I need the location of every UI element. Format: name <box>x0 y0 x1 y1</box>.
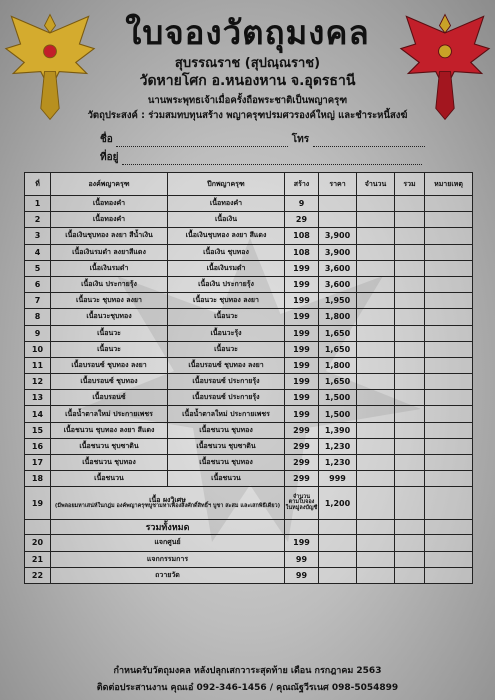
note-cell[interactable] <box>425 341 473 357</box>
table-row: 22 ถวายวัด 99 <box>25 567 473 583</box>
note-cell[interactable] <box>425 455 473 471</box>
qty-cell[interactable] <box>357 293 395 309</box>
qty-cell[interactable] <box>357 228 395 244</box>
sum-cell[interactable] <box>395 551 425 567</box>
sum-cell[interactable] <box>395 196 425 212</box>
sum-cell[interactable] <box>395 535 425 551</box>
qty-cell[interactable] <box>357 535 395 551</box>
sum-cell[interactable] <box>395 260 425 276</box>
qty-cell[interactable] <box>357 422 395 438</box>
sum-cell[interactable] <box>395 390 425 406</box>
table-row: 16 เนื้อชนวน ชุบซาติน เนื้อชนวน ชุบซาติน 299 1,230 <box>25 438 473 454</box>
table-row: 12 เนื้อบรอนซ์ ชุบทอง เนื้อบรอนซ์ ประกายรุ้ง 199 1,650 <box>25 374 473 390</box>
note-cell[interactable] <box>425 357 473 373</box>
qty-cell[interactable] <box>357 244 395 260</box>
table-row: 18 เนื้อชนวน เนื้อชนวน 299 999 <box>25 471 473 487</box>
col-build-header: สร้าง <box>285 173 319 196</box>
qty-cell[interactable] <box>357 260 395 276</box>
address-field[interactable] <box>122 164 422 165</box>
reservation-table <box>24 172 473 584</box>
note-cell[interactable] <box>425 196 473 212</box>
name-field[interactable] <box>116 146 288 147</box>
sum-cell[interactable] <box>395 567 425 583</box>
table-row: 4 เนื้อเงินรมดำ ลงยาสีแดง เนื้อเงิน ชุบทอง 108 3,900 <box>25 244 473 260</box>
subject-line: นานพระพุทธเจ้าเมื่อครั้งถือพระชาติเป็นพญาครุฑ <box>147 95 348 106</box>
col-wing-header: ปีกพญาครุฑ <box>168 173 285 196</box>
table-row: 2 เนื้อทองคำ เนื้อเงิน 29 <box>25 212 473 228</box>
qty-cell[interactable] <box>357 357 395 373</box>
sum-cell[interactable] <box>395 471 425 487</box>
sum-cell[interactable] <box>395 341 425 357</box>
sum-cell[interactable] <box>395 487 425 520</box>
note-cell[interactable] <box>425 567 473 583</box>
note-cell[interactable] <box>425 244 473 260</box>
note-cell[interactable] <box>425 390 473 406</box>
table-row: 9 เนื้อนวะ เนื้อนวะรุ้ง 199 1,650 <box>25 325 473 341</box>
total-qty-cell[interactable] <box>357 520 395 535</box>
table-row: 11 เนื้อบรอนซ์ ชุบทอง ลงยา เนื้อบรอนซ์ ชุบทอง ลงยา 199 1,800 <box>25 357 473 373</box>
note-cell[interactable] <box>425 260 473 276</box>
qty-cell[interactable] <box>357 406 395 422</box>
row19-build-note: จำนวน ตามใบจอง ในหมู่ลงบัญชี <box>285 487 319 520</box>
col-no-header: ที่ <box>25 173 51 196</box>
sum-cell[interactable] <box>395 325 425 341</box>
phone-label: โทร <box>291 134 310 145</box>
qty-cell[interactable] <box>357 276 395 292</box>
col-sum-header: รวม <box>395 173 425 196</box>
qty-cell[interactable] <box>357 374 395 390</box>
sum-cell[interactable] <box>395 228 425 244</box>
note-cell[interactable] <box>425 471 473 487</box>
qty-cell[interactable] <box>357 309 395 325</box>
col-note-header: หมายเหตุ <box>425 173 473 196</box>
total-sum-cell[interactable] <box>395 520 425 535</box>
sum-cell[interactable] <box>395 422 425 438</box>
note-cell[interactable] <box>425 293 473 309</box>
table-row: 10 เนื้อนวะ เนื้อนวะ 199 1,650 <box>25 341 473 357</box>
note-cell[interactable] <box>425 374 473 390</box>
qty-cell[interactable] <box>357 196 395 212</box>
col-price-header: ราคา <box>319 173 357 196</box>
qty-cell[interactable] <box>357 551 395 567</box>
contact-line: ติดต่อประสานงาน คุณเอ๋ 092-346-1456 / คุณณัฐวีรเนศ 098-5054899 <box>96 683 399 693</box>
table-row: 20 แจกศูนย์ 199 <box>25 535 473 551</box>
note-cell[interactable] <box>425 212 473 228</box>
table-row: 13 เนื้อบรอนซ์ เนื้อบรอนซ์ ประกายรุ้ง 199 1,500 <box>25 390 473 406</box>
note-cell[interactable] <box>425 406 473 422</box>
table-row: 7 เนื้อนวะ ชุบทอง ลงยา เนื้อนวะ ชุบทอง ลงยา 199 1,950 <box>25 293 473 309</box>
col-body-header: องค์พญาครุฑ <box>51 173 168 196</box>
sum-cell[interactable] <box>395 406 425 422</box>
qty-cell[interactable] <box>357 471 395 487</box>
sum-cell[interactable] <box>395 309 425 325</box>
table-row: 17 เนื้อชนวน ชุบทอง เนื้อชนวน ชุบทอง 299 1,230 <box>25 455 473 471</box>
pickup-note: กำหนดรับวัตถุมงคล หลังปลุกเสกวาระสุดท้าย เดือน กรกฎาคม 2563 <box>113 666 382 676</box>
note-cell[interactable] <box>425 487 473 520</box>
qty-cell[interactable] <box>357 390 395 406</box>
note-cell[interactable] <box>425 309 473 325</box>
table-row: 15 เนื้อชนวน ชุบทอง ลงยา สีแดง เนื้อชนวน ชุบทอง 299 1,390 <box>25 422 473 438</box>
page-subtitle: สุบรรณราช (สุปณฺณราช) <box>174 56 321 71</box>
note-cell[interactable] <box>425 438 473 454</box>
sum-cell[interactable] <box>395 438 425 454</box>
sum-cell[interactable] <box>395 293 425 309</box>
row19-description: เนื้อ ผงวิเศษ (มีพลอยมหาเสน่ห์ในกฎ่ม องค์พญาครุฑบูชามหาเฟื่องสิ่งศักดิ์สิทธิ์ฯ บูชา สะสม และเสกพิธีเดียว) <box>51 487 285 520</box>
qty-cell[interactable] <box>357 438 395 454</box>
address-label: ที่อยู่ <box>100 152 119 163</box>
sum-cell[interactable] <box>395 244 425 260</box>
sum-cell[interactable] <box>395 455 425 471</box>
note-cell[interactable] <box>425 422 473 438</box>
qty-cell[interactable] <box>357 341 395 357</box>
table-row-19: 19 เนื้อ ผงวิเศษ (มีพลอยมหาเสน่ห์ในกฎ่ม องค์พญาครุฑบูชามหาเฟื่องสิ่งศักดิ์สิทธิ์ฯ บูชา สะสม และเสกพิธีเดียว) จำนวน ตามใบจอง ในหมู่ลงบัญชี 1,200 <box>25 487 473 520</box>
sum-cell[interactable] <box>395 276 425 292</box>
name-label: ชื่อ <box>100 134 113 145</box>
sum-cell[interactable] <box>395 374 425 390</box>
sum-cell[interactable] <box>395 212 425 228</box>
note-cell[interactable] <box>425 551 473 567</box>
table-row: 5 เนื้อเงินรมดำ เนื้อเงินรมดำ 199 3,600 <box>25 260 473 276</box>
note-cell[interactable] <box>425 228 473 244</box>
qty-cell[interactable] <box>357 567 395 583</box>
qty-cell[interactable] <box>357 455 395 471</box>
note-cell[interactable] <box>425 325 473 341</box>
table-row: 8 เนื้อนวะชุบทอง เนื้อนวะ 199 1,800 <box>25 309 473 325</box>
table-row: 6 เนื้อเงิน ประกายรุ้ง เนื้อเงิน ประกายรุ้ง 199 3,600 <box>25 276 473 292</box>
qty-cell[interactable] <box>357 487 395 520</box>
table-row: 1 เนื้อทองคำ เนื้อทองคำ 9 <box>25 196 473 212</box>
table-row: 21 แจกกรรมการ 99 <box>25 551 473 567</box>
page-title: ใบจองวัตถุมงคล <box>125 13 370 52</box>
name-phone-line <box>100 132 425 147</box>
sum-cell[interactable] <box>395 357 425 373</box>
purpose-line: วัตถุประสงค์ : ร่วมสมทบทุนสร้าง พญาครุฑปรมศวรองค์ใหญ่ และชำระหนี้สงฆ์ <box>87 110 408 121</box>
table-row: 3 เนื้อเงินชุบทอง ลงยา สีน้ำเงิน เนื้อเงินชุบทอง ลงยา สีแดง 108 3,900 <box>25 228 473 244</box>
phone-field[interactable] <box>313 146 425 147</box>
address-line <box>100 150 422 165</box>
note-cell[interactable] <box>425 276 473 292</box>
col-qty-header: จำนวน <box>357 173 395 196</box>
total-label: รวมทั้งหมด <box>51 520 285 535</box>
note-cell[interactable] <box>425 535 473 551</box>
qty-cell[interactable] <box>357 325 395 341</box>
table-row: 14 เนื้อน้ำตาลใหม่ ประกายเพชร เนื้อน้ำตาลใหม่ ประกายเพชร 199 1,500 <box>25 406 473 422</box>
qty-cell[interactable] <box>357 212 395 228</box>
total-row <box>25 520 473 535</box>
temple-name: วัดหายโศก อ.หนองหาน จ.อุดรธานี <box>139 73 356 89</box>
table-header-row <box>25 173 473 196</box>
